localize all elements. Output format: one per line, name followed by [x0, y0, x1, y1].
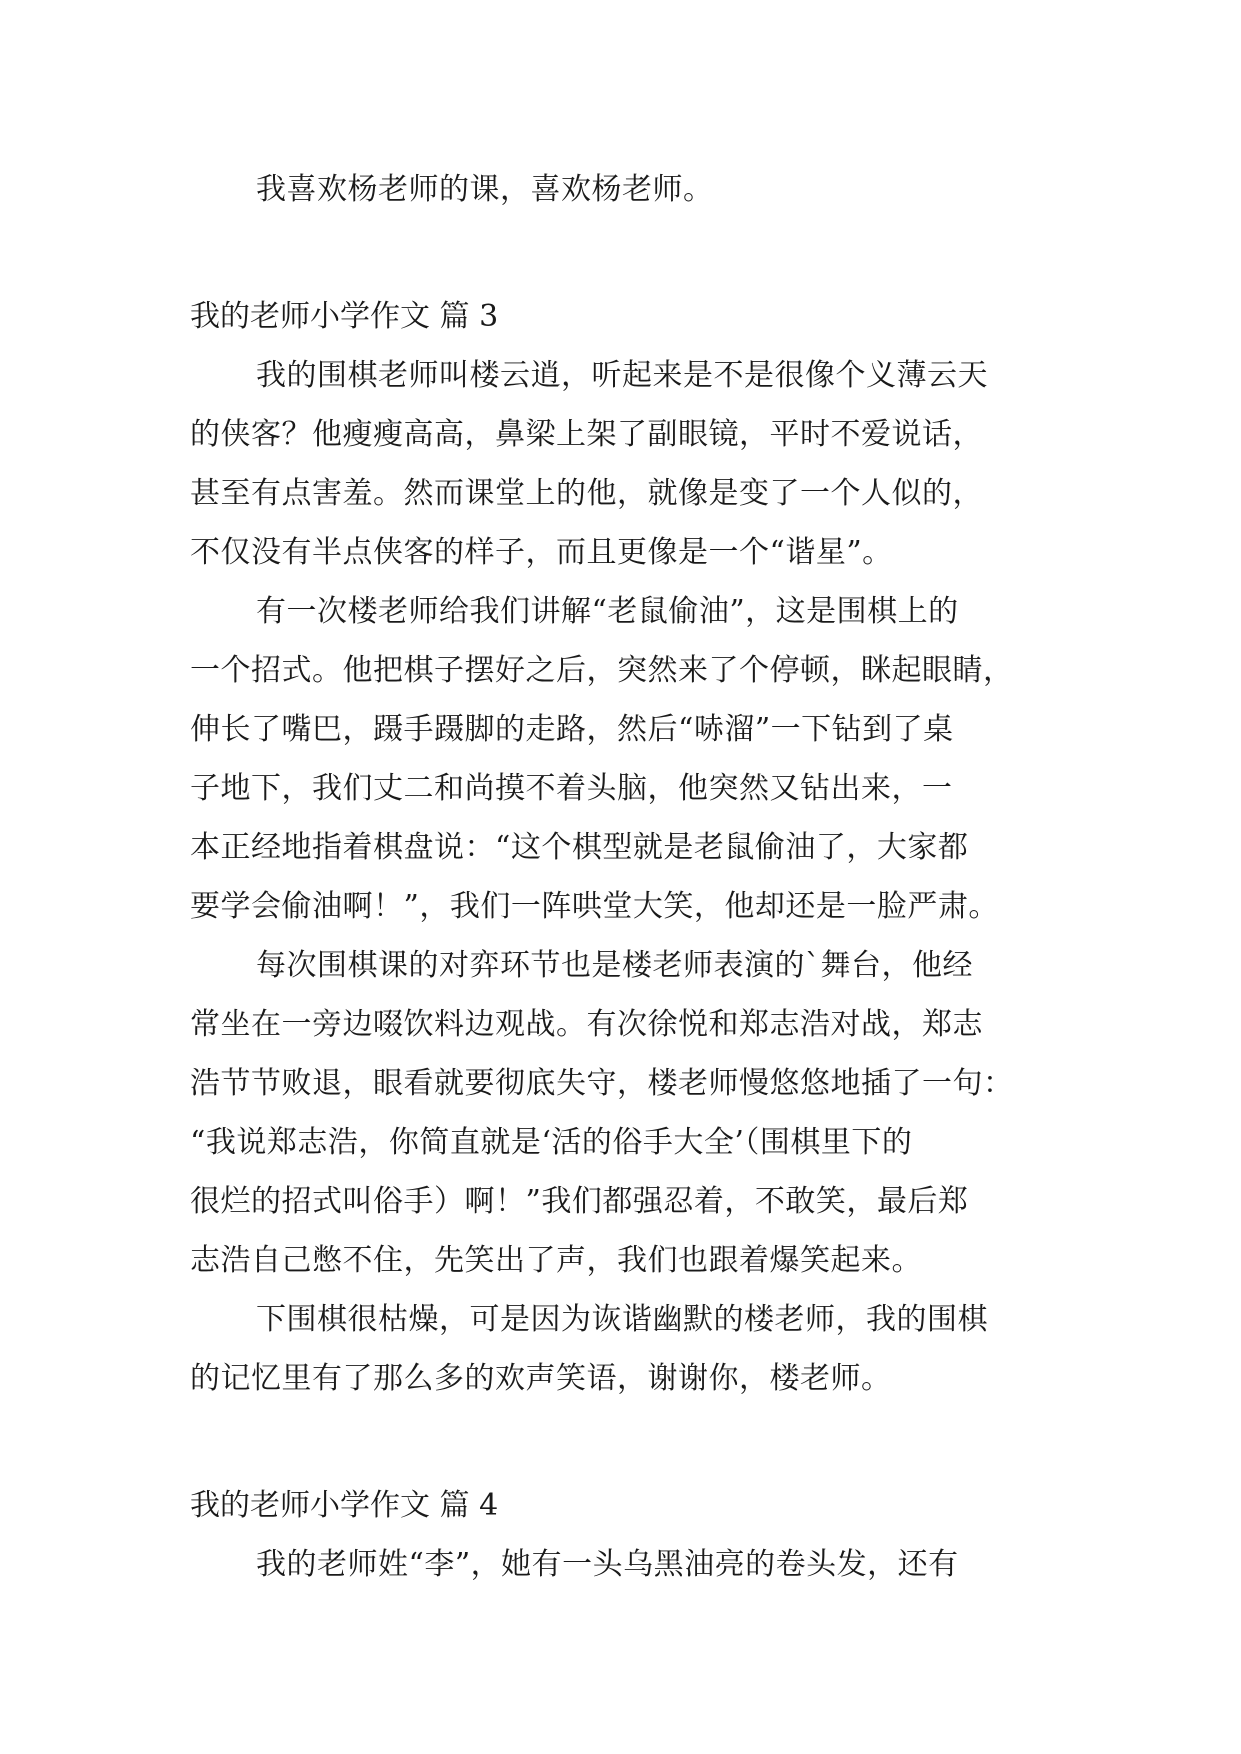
- intro-line: 我喜欢杨老师的课，喜欢杨老师。: [256, 172, 714, 207]
- paragraph-line: 有一次楼老师给我们讲解“老鼠偷油”，这是围棋上的: [256, 594, 959, 629]
- paragraph-line: 每次围棋课的对弈环节也是楼老师表演的`舞台，他经: [256, 948, 973, 983]
- section-gap: [190, 1408, 1070, 1476]
- paragraph-line: 的侠客？他瘦瘦高高，鼻梁上架了副眼镜，平时不爱说话，: [190, 417, 983, 452]
- paragraph-line: 本正经地指着棋盘说：“这个棋型就是老鼠偷油了，大家都: [190, 830, 969, 865]
- paragraph-line: 子地下，我们丈二和尚摸不着头脑，他突然又钻出来，一: [190, 771, 953, 806]
- paragraph-line: 志浩自己憋不住，先笑出了声，我们也跟着爆笑起来。: [190, 1243, 922, 1278]
- section-4-heading: 我的老师小学作文 篇 4: [190, 1488, 499, 1523]
- paragraph-line: 浩节节败退，眼看就要彻底失守，楼老师慢悠悠地插了一句：: [190, 1066, 1014, 1101]
- section-3-heading: 我的老师小学作文 篇 3: [190, 299, 499, 334]
- paragraph-line: “我说郑志浩，你简直就是‘活的俗手大全’（围棋里下的: [190, 1125, 913, 1160]
- paragraph-line: 我的围棋老师叫楼云逍，听起来是不是很像个义薄云天: [256, 358, 988, 393]
- paragraph-line: 一个招式。他把棋子摆好之后，突然来了个停顿，眯起眼睛，: [190, 653, 1014, 688]
- paragraph-line: 伸长了嘴巴，蹑手蹑脚的走路，然后“哧溜”一下钻到了桌: [190, 712, 954, 747]
- paragraph-line: 常坐在一旁边啜饮料边观战。有次徐悦和郑志浩对战，郑志: [190, 1007, 983, 1042]
- document-page: [190, 160, 1070, 1594]
- paragraph-line: 下围棋很枯燥，可是因为诙谐幽默的楼老师，我的围棋: [256, 1302, 988, 1337]
- paragraph-line: 我的老师姓“李”，她有一头乌黑油亮的卷头发，还有: [256, 1547, 959, 1582]
- paragraph-line: 不仅没有半点侠客的样子，而且更像是一个“谐星”。: [190, 535, 893, 570]
- paragraph-line: 要学会偷油啊！”，我们一阵哄堂大笑，他却还是一脸严肃。: [190, 889, 999, 924]
- paragraph-line: 甚至有点害羞。然而课堂上的他，就像是变了一个人似的，: [190, 476, 983, 511]
- section-gap: [190, 219, 1070, 287]
- paragraph-line: 很烂的招式叫俗手）啊！”我们都强忍着，不敢笑，最后郑: [190, 1184, 969, 1219]
- paragraph-line: 的记忆里有了那么多的欢声笑语，谢谢你，楼老师。: [190, 1361, 892, 1396]
